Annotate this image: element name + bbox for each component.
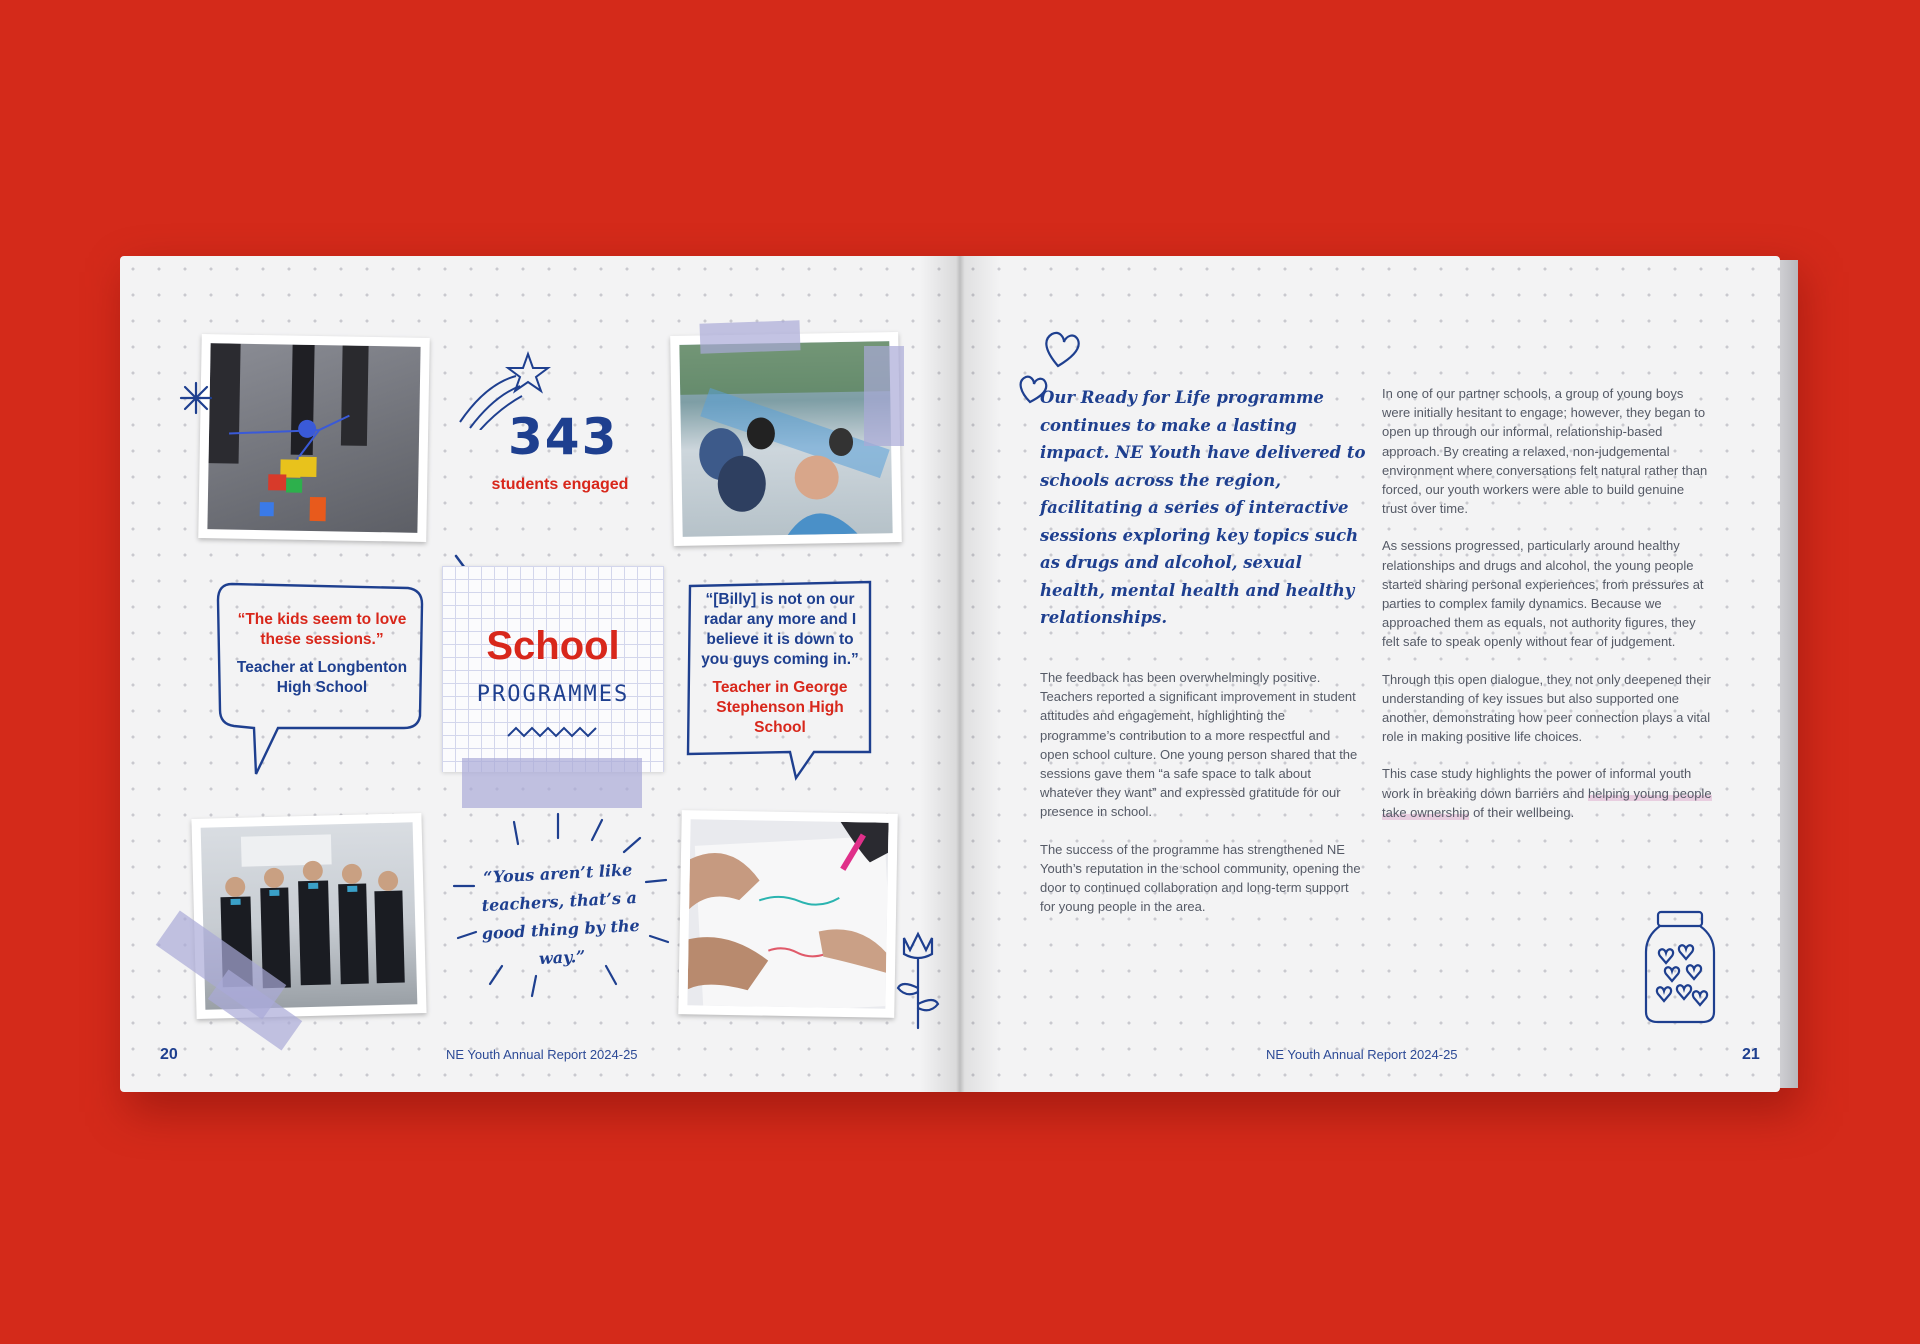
quote-right [696,590,864,738]
footer-left: NE Youth Annual Report 2024-25 [446,1047,638,1062]
paragraph: As sessions progressed, particularly around healthy relationships and drugs and alcohol, the young people started sharing personal experiences, from pressures at parties to complex family dynamics. Because we approached them as equals, not authority figures, they felt safe to speak openly without fear of judgement. [1382,538,1704,650]
page-number-left: 20 [160,1046,178,1063]
zigzag-doodle [504,722,604,742]
body-column-2 [1382,384,1712,840]
quote-left [232,610,412,698]
tape-strip [462,758,642,808]
tape-strip [700,320,801,353]
tape-strip [864,346,904,446]
photo-activity-blocks [198,334,430,542]
page-number-right: 21 [1742,1046,1760,1063]
intro-text: Our Ready for Life programme continues to make a lasting impact. NE Youth have delivered to schools across the region, facilitating a series of interactive sessions exploring key topics such as drugs and alcohol, sexual health, mental health and healthy relationships. [1040,388,1366,627]
page-edge [1780,260,1798,1088]
quote-right-text: “[Billy] is not on our radar any more and I believe it is down to you guys coming in.” [701,591,859,668]
paragraph: Through this open dialogue, they not only deepened their understanding of key issues but also supported one another, demonstrating how peer connection plays a vital role in making positive life choices. [1382,671,1711,745]
flower-icon [890,928,946,1032]
stat-number: 343 [508,408,619,466]
text-span: of their wellbeing. [1469,804,1575,820]
paragraph-closing [1382,764,1712,822]
quote-left-text: “The kids seem to love these sessions.” [237,611,407,648]
asterisk-icon [178,380,214,416]
student-quote: “Yous aren’t like teachers, that’s a good thing by the way.” [481,860,641,969]
highlighted-text: helping young people take ownership [1382,785,1712,820]
stat-label: students engaged [491,476,629,493]
jar-icon [1640,908,1720,1026]
section-title: School [486,624,620,668]
photo-writing [678,810,898,1018]
section-subtitle: PROGRAMMES [476,682,630,707]
text-span: This case study highlights the power of informal youth work in breaking down barriers and [1382,766,1692,801]
footer-right: NE Youth Annual Report 2024-25 [1266,1047,1458,1062]
body-column-1 [1040,668,1362,934]
quote-right-attribution: Teacher in George Stephenson High School [712,679,848,736]
paragraph: The feedback has been overwhelmingly positive. Teachers reported a significant improvement in student attitudes and engagement, highlighting the programme’s contribution to a more respectful and open school culture. One young person shared that the sessions gave them “a safe space to talk about whatever they want” and expressed gratitude for our presence in school. [1040,670,1358,820]
quote-left-attribution: Teacher at Longbenton High School [236,659,408,696]
paragraph: The success of the programme has strengthened NE Youth’s reputation in the school community, opening the door to continued collaboration and long-term support for young people in the area. [1040,841,1361,915]
paragraph: In one of our partner schools, a group of young boys were initially hesitant to engage; however, they began to open up through our informal, relationship-based approach. By creating a relaxed, non-judgemental environment where conversations felt natural rather than forced, our youth workers were able to build genuine trust over time. [1382,386,1708,517]
